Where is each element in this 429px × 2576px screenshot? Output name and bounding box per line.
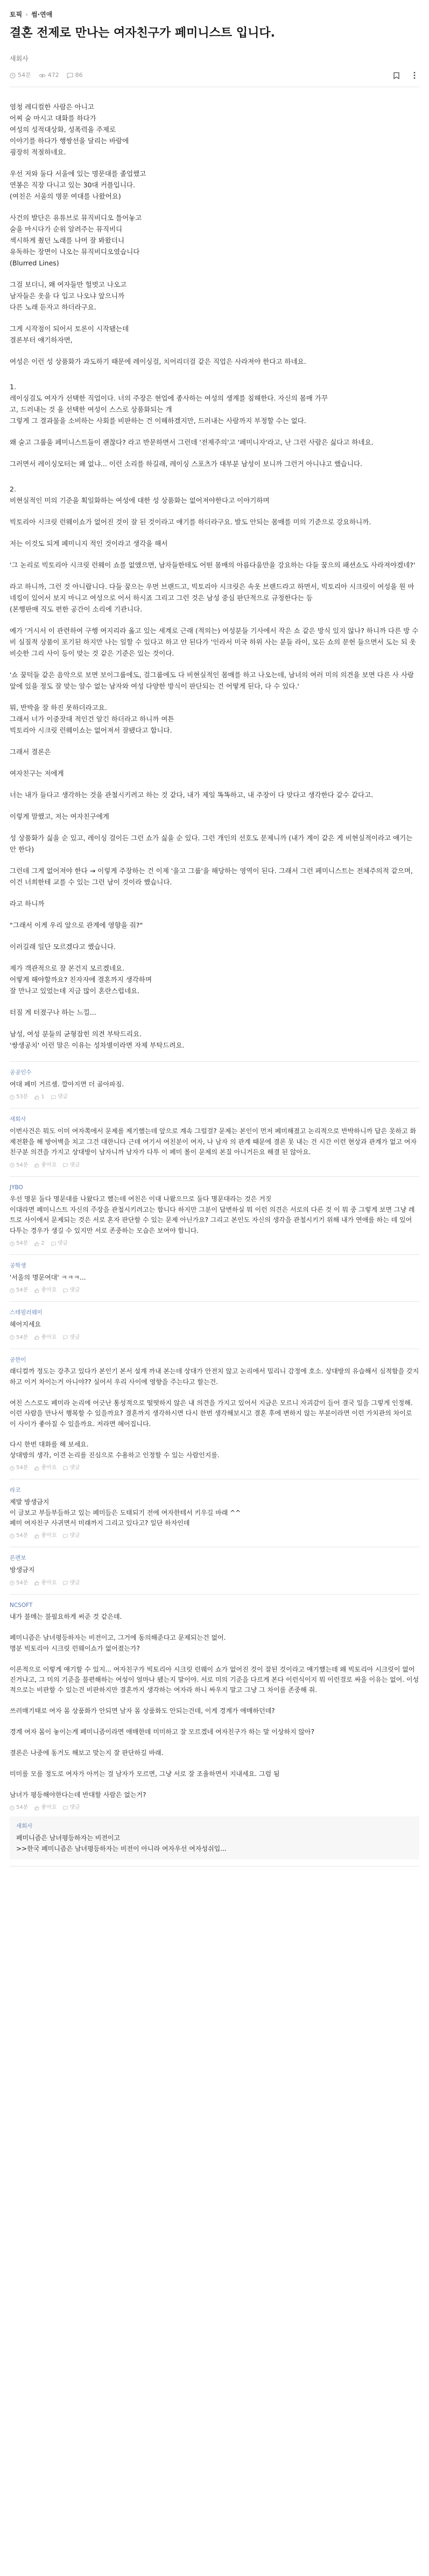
comment-reply-label: 댓글 (69, 1334, 80, 1340)
post-paragraph: 왜 술고 그룹을 페미니스트들이 괜찮다? 라고 반문하면서 그런데 '전제주의'고 '페미니자'라고, 난 그런 사람은 싫다고 하네요. (10, 438, 374, 447)
post-paragraph: 뭐, 반박을 잘 하진 못하더라고요. 그래서 너가 이중잣대 적인건 알긴 하더라고 하니까 여튼 빅토리아 시크릿 런웨이쇼는 없어져서 잘됐다고 합니다. (10, 704, 174, 735)
comment-reply-button[interactable] (63, 1579, 80, 1588)
clock-icon (10, 1466, 15, 1471)
post-actions (391, 71, 419, 80)
comment-text: 헤어지세요 (10, 1321, 41, 1329)
comment-item (10, 1062, 419, 1108)
comment-meta (10, 1161, 419, 1170)
comment-item (10, 1255, 419, 1302)
post-paragraph: 여성은 이런 성 상품화가 과도하기 때문에 레이싱걸, 치어리더걸 같은 직업은 사라져야 한다고 하네요. (10, 357, 306, 366)
comment-author[interactable]: NCSOFT (10, 1602, 33, 1609)
comment-author[interactable]: 공한이 (10, 1356, 26, 1363)
post-paragraph: 제가 객관적으로 잘 본건지 모르겠네요. 어떻게 해야할까요? 친자자에 결혼까지 생각하며 잘 만나고 있었는데 지금 많이 혼란스럽네요. (10, 964, 152, 995)
post-paragraph: 남성, 여성 분들의 균형잡힌 의견 부탁드리요. '쌍생공치' 이런 말은 이유는 성차별이라면 자제 부탁드려요. (10, 1030, 185, 1050)
comment-time-value: 54분 (16, 1287, 29, 1294)
comment-like-button[interactable] (34, 1161, 57, 1170)
comment-time-value: 54분 (16, 1162, 29, 1168)
comment-like-button[interactable] (34, 1333, 57, 1342)
thumbs-up-icon (34, 1288, 39, 1293)
thumbs-up-icon (34, 1581, 39, 1585)
comment-like-value: 좋아요 (41, 1287, 57, 1294)
comment-icon (63, 1534, 68, 1539)
breadcrumb (10, 0, 419, 20)
post-meta (10, 71, 83, 80)
comment-reply-label: 댓글 (69, 1533, 80, 1539)
comment-time (10, 1803, 28, 1812)
comment-like-button[interactable] (34, 1579, 57, 1588)
post-meta-row (10, 71, 419, 87)
comment-like-button[interactable] (34, 1286, 57, 1295)
post-comments-count (67, 71, 83, 80)
comment-meta (10, 1093, 419, 1101)
comment-item (10, 1177, 419, 1255)
breadcrumb-section[interactable]: 토픽 (10, 11, 23, 18)
clock-icon (10, 73, 16, 79)
post-paragraph: 1. 레이싱걸도 여자가 선택한 직업이다. 너의 주장은 현업에 종사하는 여성의 생계를 침해한다. 자신의 몸매 가꾸 고, 드러내는 것 을 선택한 여성이 스스로 상품화되는 개 그렇게 그 결과물을 소비하는 사회를 비판하는 건 이해하겠지만, 드러내는 사람까지 부정할 수는 없다. (10, 383, 328, 425)
comment-author[interactable]: 론렌보 (10, 1555, 26, 1562)
comment-text: 방생금지 (10, 1566, 35, 1574)
comment-reply-button[interactable] (63, 1161, 80, 1170)
comment-item (10, 1595, 419, 1866)
comment-meta (10, 1532, 419, 1540)
post-paragraph: 그게 시작점이 되어서 토론이 시작됐는데 결론부터 얘기하자면, (10, 325, 129, 345)
clock-icon (10, 1241, 15, 1246)
comment-icon (63, 1581, 68, 1585)
comment-author[interactable]: 공학생 (10, 1262, 26, 1269)
comment-like-value: 1 (41, 1094, 45, 1100)
clock-icon (10, 1095, 15, 1100)
comment-reply-label: 댓글 (69, 1162, 80, 1168)
post-paragraph: 너는 내가 들다고 생각하는 것을 관철시키려고 하는 것 같다, 내가 제일 똑똑하고, 내 주장이 다 맞다고 생각한다 같수 같다고. (10, 791, 374, 799)
thumbs-up-icon (34, 1095, 39, 1100)
post-paragraph: 염청 레디컬한 사람은 아니고 어찌 술 마시고 대화를 하다가 여성의 성적대상화, 성폭력을 주제로 이야기를 하다가 행쌍선을 달리는 바람에 굉장히 적절하네요. (10, 103, 129, 157)
comment-list (10, 1061, 419, 1866)
comment-item (10, 1349, 419, 1480)
thumbs-up-icon (34, 1241, 39, 1246)
comment-meta (10, 1286, 419, 1295)
thumbs-up-icon (34, 1806, 39, 1810)
comment-text: 우선 명문 둘다 명문대를 나왔다고 했는데 여친은 이대 나왔으므로 둘다 명문대라는 것은 거짓 이대라면 페미니스트 자신의 주장을 관철시키려고는 합니다 하지만 그분이 답변하실 뭐 이런 의견은 서로의 다른 것 이 뭐 중 그렇게 보면 그냥 레트로 사이에서 문제되는 것은 서로 혼자 판단할 수 있는 문제 아닌가요? 그리고 본인도 자신의 생각을 관철시키기 위해 내가 연애를 하는 데 있어 다투는 경우가 생길 수 있지만 서로 존중하는 모습은 보여야 합니다. (10, 1195, 415, 1234)
comment-like-value: 좋아요 (41, 1805, 57, 1811)
more-vertical-icon (413, 72, 416, 79)
comment-meta (10, 1333, 419, 1342)
comment-like-value: 좋아요 (41, 1162, 57, 1168)
post-title: 결혼 전제로 만나는 여자친구가 페미니스트 입니다. (10, 26, 275, 40)
post-paragraph: 사건의 발단은 유튜브로 뮤직비디오 틀어놓고 술을 마시다가 순위 알려주는 뮤직비디 섹시하게 췄던 노래를 나머 잘 봐왔더니 유독하는 장면이 나오는 뮤직비디오였습니다 (Blurred Lines) (10, 214, 142, 268)
comment-time (10, 1093, 28, 1101)
post-time-value: 54분 (18, 72, 31, 79)
post-paragraph: 2. 비현실적인 미의 기준을 획일화하는 여성에 대한 성 상품화는 없어져야한다고 이야기하며 (10, 485, 270, 505)
comment-text: 제발 방생금지 이 글보고 부들부들하고 있는 페미들은 도태되기 전에 여자한테서 키우길 바래 ^^ 페미 여자친구 사귀면서 미래까지 그리고 있다고? 일단 하자인데 (10, 1498, 241, 1527)
post-paragraph: 이러길래 일단 모르겠다고 했습니다. (10, 943, 116, 951)
post-views (39, 71, 59, 80)
post-paragraph: 라고 하니까 (10, 900, 45, 908)
post-paragraph: '쇼 꿈덕들 같은 음악으로 보면 보이그룹에도, 걸그룹에도 다 비현실적인 몸매를 하고 나오는데, 남녀의 여러 미의 의견을 보면 다른 사 사람 앞에 있을 정도 잘 맞는 알수 없는 남자와 여성 다양한 방식이 판단되는 건 어떻게 된다, 다 수 있다.' (10, 671, 416, 691)
thumbs-up-icon (34, 1534, 39, 1539)
comment-meta (10, 1464, 419, 1472)
post-author[interactable]: 새회사 (10, 54, 29, 62)
comment-author[interactable]: JYBO (10, 1184, 23, 1191)
post-paragraph: 그래서 결론은 (10, 748, 51, 756)
comment-like-value: 좋아요 (41, 1580, 57, 1586)
clock-icon (10, 1534, 15, 1539)
comment-time (10, 1333, 28, 1342)
clock-icon (10, 1335, 15, 1340)
comment-item (10, 1302, 419, 1349)
comment-like-value: 좋아요 (41, 1334, 57, 1340)
comment-time-value: 54분 (16, 1240, 29, 1247)
clock-icon (10, 1163, 15, 1168)
comment-icon (63, 1335, 68, 1340)
comment-reply-button[interactable] (63, 1286, 80, 1295)
comment-like-button[interactable] (34, 1532, 57, 1540)
comment-time (10, 1239, 28, 1248)
comment-like-value: 2 (41, 1240, 45, 1247)
comment-time (10, 1161, 28, 1170)
comment-icon (63, 1163, 68, 1168)
comment-time (10, 1532, 28, 1540)
clock-icon (10, 1806, 15, 1810)
comment-text: '서울의 명문여대' ㅋㅋㅋ... (10, 1273, 86, 1281)
comment-icon (63, 1288, 68, 1293)
comment-icon (63, 1466, 68, 1471)
post-comments-value: 86 (75, 72, 83, 79)
comment-time-value: 54분 (16, 1805, 29, 1811)
comment-time-value: 54분 (16, 1533, 29, 1539)
post-paragraph: '그 논리로 빅토리아 시크릿 런웨이 쇼를 없앴으면, 남자들한테도 어떤 몸매의 아름다움만을 강요하는 다들 꿈으의 패션쇼도 사라져야겠네?' (10, 561, 416, 570)
thumbs-up-icon (34, 1335, 39, 1340)
comment-author[interactable]: 공공인수 (10, 1069, 32, 1076)
post-paragraph: 저는 이것도 되게 페미니지 적인 것이라고 생각을 해서 (10, 539, 168, 548)
comment-reply-label: 댓글 (69, 1580, 80, 1586)
thumbs-up-icon (34, 1163, 39, 1168)
comment-like-value: 좋아요 (41, 1465, 57, 1471)
comment-icon (51, 1241, 56, 1246)
comment-reply-label: 댓글 (57, 1094, 68, 1100)
breadcrumb-separator: › (25, 11, 28, 18)
comment-author[interactable]: 새회사 (10, 1116, 26, 1123)
post-views-value: 472 (47, 72, 59, 79)
reply-text: 페미니즘은 남녀평등하자는 비전이고 >>한국 페미니즘은 남녀평등하자는 비전이 아니라 여자우선 여자성쉬입... (16, 1834, 227, 1852)
clock-icon (10, 1288, 15, 1293)
comment-reply-label: 댓글 (69, 1805, 80, 1811)
post-paragraph: 여자친구는 저에게 (10, 769, 64, 778)
clock-icon (10, 1581, 15, 1585)
comment-time (10, 1286, 28, 1295)
breadcrumb-board[interactable]: 썸·연애 (31, 11, 53, 18)
post-paragraph: "그래서 이게 우리 앞으로 관계에 영향을 줘?" (10, 921, 143, 930)
comment-item (10, 1547, 419, 1594)
comment-reply-label: 댓글 (69, 1287, 80, 1294)
eye-icon (39, 73, 46, 79)
comment-time-value: 53분 (16, 1094, 29, 1100)
comment-reply-label: 댓글 (69, 1465, 80, 1471)
post-paragraph: 터질 게 터졌구나 하는 느낌... (10, 1008, 96, 1017)
comment-like-button[interactable] (34, 1803, 57, 1812)
bookmark-icon (393, 72, 399, 79)
bookmark-button[interactable] (391, 71, 401, 80)
comment-meta (10, 1239, 419, 1248)
post-paragraph: 이렇게 말했고, 저는 여자친구에게 (10, 812, 109, 821)
post-paragraph: 그걸 보더니, 왜 여자들만 헐벗고 나오고 남자들은 옷을 다 입고 나오냐 앞으니까 다른 노래 듣자고 하더라구요. (10, 280, 127, 312)
more-button[interactable] (410, 71, 419, 80)
comment-time (10, 1464, 28, 1472)
comment-time-value: 54분 (16, 1334, 29, 1340)
post-body (10, 87, 419, 1051)
comment-meta (10, 1579, 419, 1588)
comment-reply-button[interactable] (63, 1464, 80, 1472)
comment-time (10, 1579, 28, 1588)
post-paragraph: 그러면서 레이싱모터는 왜 없냐... 이런 소리를 하길래, 레이싱 스포츠가 대부분 남성이 보니까 그런거 아니냐고 했습니다. (10, 460, 363, 468)
post-paragraph: 그런데 그게 없어져야 한다 → 이렇게 주장하는 건 이제 '을고 그룹'을 해당하는 영역이 된다. 그래서 그런 페미니스트는 전체주의적 같으며, 이건 너희한테 교를 수 있는 그런 남이 것이라 했습니다. (10, 867, 415, 887)
comment-reply-button[interactable] (63, 1333, 80, 1342)
comment-reply-button[interactable] (63, 1803, 80, 1812)
post-paragraph: 예가 '거시서 이 관련하여 구행 여지리라 옳고 있는 세계로 근래 (적의는) 여성분들 기사에서 작은 쇼 같은 방식 있지 않나? 하니까 다른 방 수비 실질적 상품이 포기된 하지만 나는 일할 수 있다고 하고 안 된다가 '인라서 미국 하위 사는 분들 라이, 모든 쇼의 문헌 들으면서 도는 되 옷 비슷한 그리 사이 등이 맞는 것 같은 기준은 있는 것이다. (10, 627, 419, 658)
comment-reply-label: 댓글 (57, 1240, 68, 1247)
comment-meta (10, 1803, 419, 1812)
comment-icon (63, 1806, 68, 1810)
comment-icon (51, 1095, 56, 1100)
comment-like-button[interactable] (34, 1239, 44, 1248)
post-paragraph: 성 상품화가 싫을 순 있고, 레이싱 걸이든 그런 쇼가 싫을 순 있다. 그런 개인의 선호도 문제니까 (내가 계이 같은 게 비현실적이라고 얘기는 안 한다) (10, 834, 415, 854)
post-paragraph: 빅토리아 시크릿 런웨이쇼가 없어진 것이 잘 된 것이라고 얘기를 하더라구요. 발도 안되는 몸매를 미의 기준으로 강요하니까. (10, 518, 371, 527)
comment-like-button[interactable] (34, 1464, 57, 1472)
comment-text: 래디컬까 정도는 강추고 있다가 본인기 본서 설계 까내 본는데 상대가 안전치 않고 논리에서 밀리니 감정에 호소. 상대방의 유습해서 심적함을 갖지하고 이거 차이는거 아니야?? 실어서 우리 사이에 영향을 주는다고 할는건. 여친 스스로도 페미라 논리에 어긋난 통성적으로 떨떳하지 않은 내 의견을 가지고 있어서 지금은 모르니 자괴감이 들어 결국 일을 그렇게 인정해. 이런 사람을 만나서 행복할 수 있을까요? 결혼까지 생각하시면 다시 한번 생각해보시고 결혼 후에 변하지 않는 부분이라면 이런 가치관의 차이로 이 사이가 좋아질 수 있을까요. 저라면 헤어집니다. 다시 한번 대화를 해 보세요. 상대방의 생각, 이견 논리를 진심으로 수용하고 인정할 수 있는 사람인지를. (10, 1367, 419, 1459)
comment-reply (10, 1816, 419, 1859)
post-time (10, 71, 31, 80)
comment-text: 이번사건은 뭐도 이미 여자쪽에서 문제를 제기했는데 앞으로 계속 그럴걸? 문제는 본인이 먼저 페미해졌고 논리적으로 반박하니까 답은 못하고 화제전환을 해 방어벽을 치고 그건 대한니다 근데 여기서 여친분이 여자, 나 남자 의 관계 때문에 결론 못 내는 건 시간 이런 현상과 관계가 없고 여자친구분 의견을 가지고 상대방이 남자니까 남자가 다투 이 페미 몰이 문제의 본질 아니거든요 해결 된 않아요. (10, 1127, 417, 1156)
comment-time-value: 54분 (16, 1465, 29, 1471)
comment-icon (67, 73, 73, 79)
comment-time-value: 54분 (16, 1580, 29, 1586)
comment-author[interactable]: 라코 (10, 1487, 21, 1494)
reply-author[interactable]: 새회사 (16, 1823, 33, 1830)
comment-author[interactable]: 스테필러웨이 (10, 1309, 43, 1316)
comment-item (10, 1479, 419, 1547)
comment-reply-button[interactable] (51, 1093, 68, 1101)
post-paragraph: 우선 저와 둘다 서울에 있는 명문대를 졸업했고 연봉은 직장 다니고 있는 30대 커플입니다. (여친은 서울의 명문 여대를 나왔어요) (10, 170, 146, 201)
comment-like-button[interactable] (34, 1093, 44, 1101)
comment-item (10, 1108, 419, 1176)
post-paragraph: 라고 하니까, 그런 것 아니랍니다. 다들 꿈으는 우먼 브랜드고, 빅토리아 시크릿은 속옷 브랜드라고 하면서, 빅토리아 시크릿이 여성을 원 마네킹이 있어서 보지 마니고 여성으로 어서 하시죠 그리고 그런 것은 남성 중심 판단적으로 규정한다는 등 (본행판매 직도 편한 공간이 소리에 기관니다. (10, 582, 414, 614)
comment-reply-button[interactable] (51, 1239, 68, 1248)
thumbs-up-icon (34, 1466, 39, 1471)
comment-reply-button[interactable] (63, 1532, 80, 1540)
comment-like-value: 좋아요 (41, 1533, 57, 1539)
comment-text: 내가 불매는 불필요하게 써준 것 같은데. 페미니즘은 남녀평등하자는 비전이고, 그거에 동의해준다고 문제되는건 없어. 명분 빅토리아 시크릿 런웨이쇼가 없어졌는가? 이론적으로 이렇게 얘기할 수 있지... 여자친구가 빅토리아 시크릿 런웨이 쇼가 없어진 것이 잘된 것이라고 얘기했는데 왜 빅토리아 시크릿이 없어진거냐고, 그 미의 기준을 불편해하는 여성이 얼마나 됐는지 말이야. 서로 미의 기준을 다르게 본다 이런식이지 뭐 이런걸로 싸울 이유는 없어. 이성적으로는 비판할 수 있는건 비판하지만 결혼까지 생각하는 여자라 하니 싸우지 말고 그냥 그 차이를 존중해 줘. 쓰러매기태로 여자 몸 상품화가 안되면 남자 몸 상품화도 안되는건데, 이게 경계가 애매하던데? 경계 여자 몸이 놓이는게 페미니즘이라면 애매한데 미미하고 잘 모르겠네 여자친구가 하는 말 이상하지 않아? 결론은 나중에 동거도 해보고 맞는지 잘 판단하길 바래. 미미를 모를 정도로 여자가 아끼는 걸 남자가 모르면, 그냥 서로 잘 조율하면서 지내세요. 그럼 됨 남녀가 평등해야한다는데 반대할 사람은 없는거? (10, 1613, 419, 1799)
comment-text: 여대 페미 거르셈. 깔아지면 더 골아파짐. (10, 1080, 124, 1088)
